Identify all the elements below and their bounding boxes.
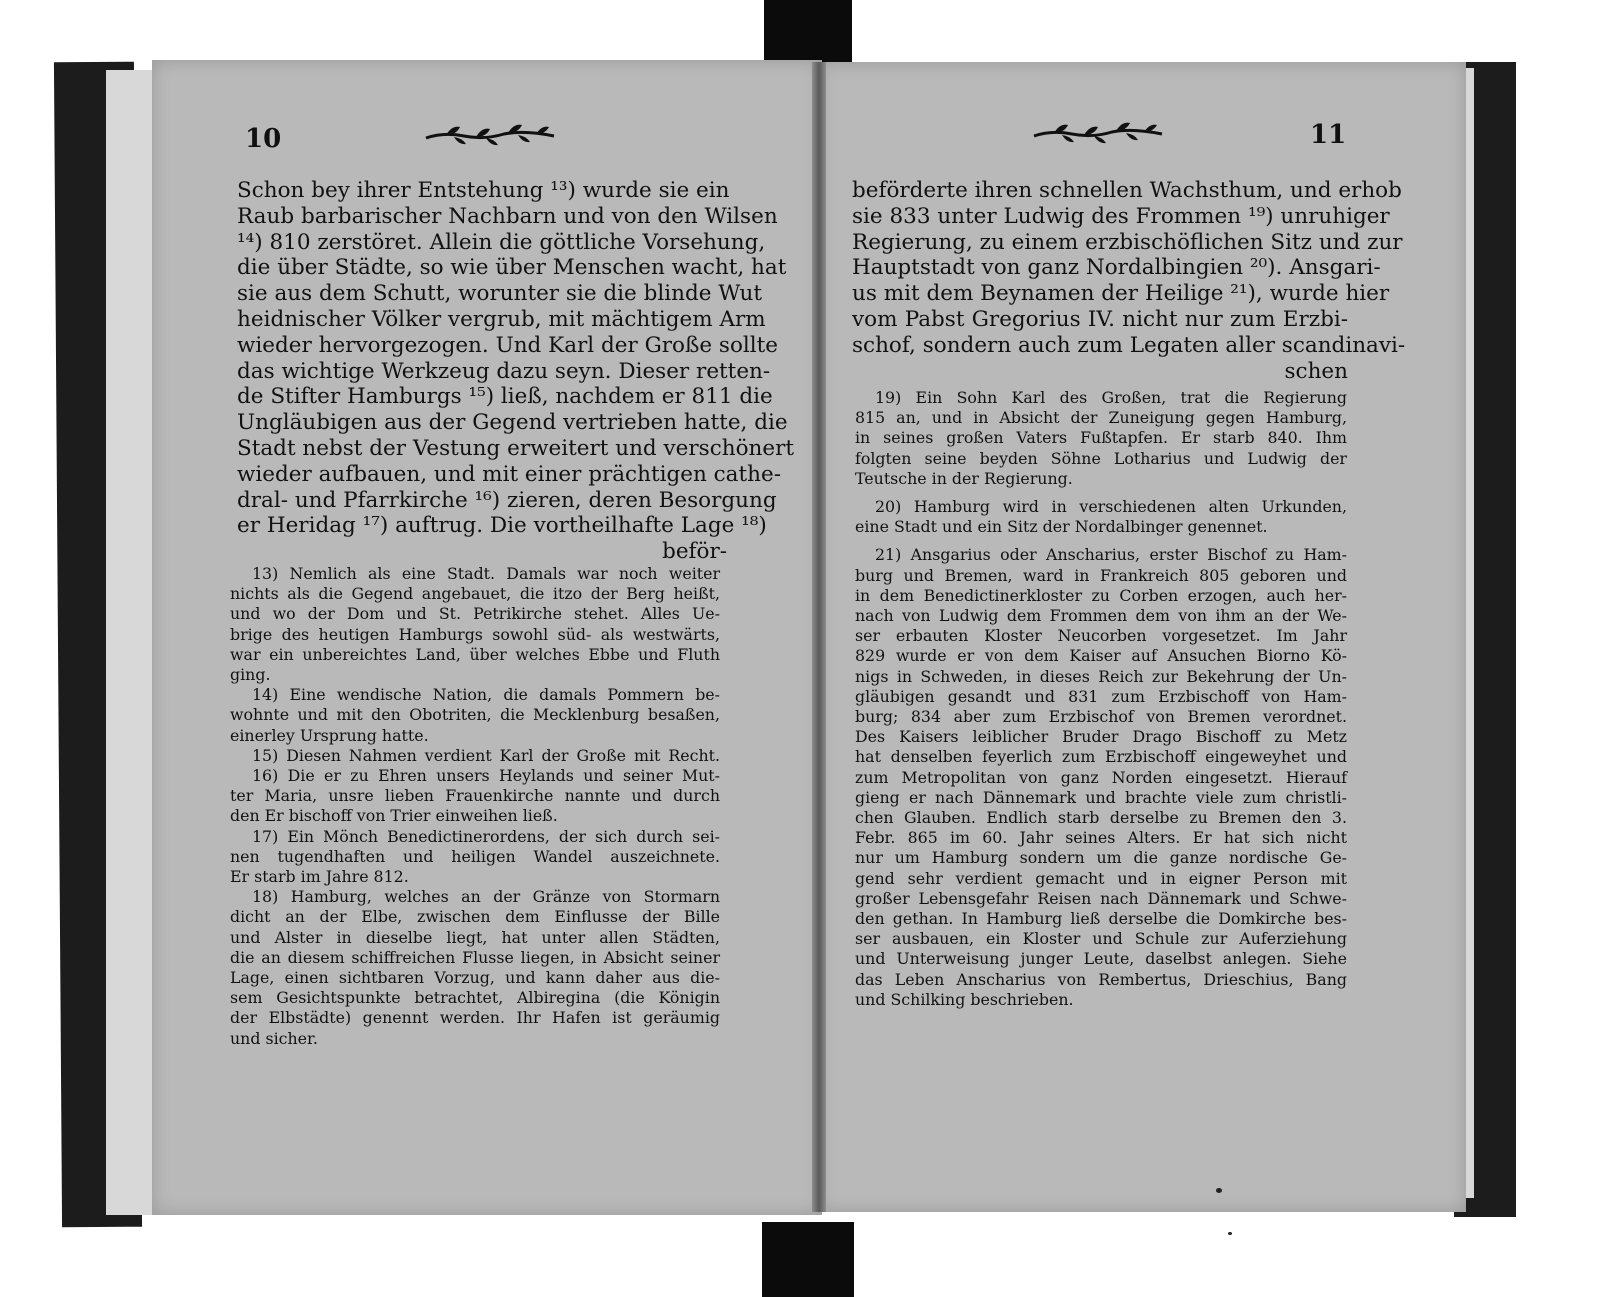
body-line: Hauptstadt von ganz Nordalbingien ²⁰). Ansgari- bbox=[852, 255, 1381, 281]
footnote-line: Er starb im Jahre 812. bbox=[230, 867, 409, 887]
footnote-line: war ein unbereichtes Land, über welches Ebbe und Fluth bbox=[230, 644, 720, 664]
footnote-line: 19) Ein Sohn Karl des Großen, trat die Regierung bbox=[875, 388, 1347, 407]
footnote-line: und wo der Dom und St. Petrikirche stehet. Alles Ue- bbox=[230, 604, 720, 624]
footnote-line: 18) Hamburg, welches an der Gränze von Stormarn bbox=[252, 887, 720, 907]
vine-ornament-icon bbox=[424, 122, 556, 148]
body-line: das wichtige Werkzeug dazu seyn. Dieser retten- bbox=[237, 358, 771, 384]
scanner-bar-bottom bbox=[762, 1222, 854, 1297]
footnote-line: dicht an der Elbe, zwischen dem Einflusse der Bille bbox=[230, 907, 720, 927]
footnote-line: einerley Ursprung hatte. bbox=[230, 725, 429, 745]
vine-ornament-icon bbox=[1032, 120, 1164, 146]
footnote-line: in dem Benedictinerkloster zu Corben erzogen, auch her- bbox=[855, 585, 1347, 605]
body-line: ¹⁴) 810 zerstöret. Allein die göttliche Vorsehung, bbox=[237, 229, 766, 255]
footnote-line: eine Stadt und ein Sitz der Nordalbinger genennet. bbox=[855, 517, 1268, 537]
footnote-line: 829 wurde er von dem Kaiser auf Ansuchen Biorno Kö- bbox=[855, 646, 1347, 666]
footnote-line: 20) Hamburg wird in verschiedenen alten Urkunden, bbox=[875, 497, 1347, 517]
catchword: schen bbox=[1284, 358, 1348, 384]
footnote-line: burg und Bremen, ward in Frankreich 805 geboren und bbox=[855, 565, 1347, 585]
body-line: Stadt nebst der Vestung erweitert und verschönert bbox=[237, 435, 795, 461]
footnote-line: ging. bbox=[230, 665, 271, 685]
footnote-line: nur um Hamburg sondern um die ganze nordische Ge- bbox=[855, 848, 1347, 868]
footnote-line: 815 an, und in Absicht der Zuneigung gegen Hamburg, bbox=[855, 408, 1347, 428]
footnote-line: 16) Die er zu Ehren unsers Heylands und seiner Mut- bbox=[252, 766, 720, 786]
footnote-line: ser ausbauen, ein Kloster und Schule zur Auferziehung bbox=[855, 929, 1347, 949]
body-line: er Heridag ¹⁷) auftrug. Die vortheilhafte Lage ¹⁸) bbox=[237, 513, 767, 539]
footnote-line: hat denselben feyerlich zum Erzbischoff eingeweyhet und bbox=[855, 747, 1347, 767]
footnote-line: Lage, einen sichtbaren Vorzug, und kann daher aus die- bbox=[230, 968, 720, 988]
body-line: de Stifter Hamburgs ¹⁵) ließ, nachdem er 811 die bbox=[237, 384, 773, 410]
footnote-line: und Unterweisung junger Leute, daselbst anlegen. Siehe bbox=[855, 949, 1347, 969]
footnote-line: folgten seine beyden Söhne Lotharius und Ludwig der bbox=[855, 448, 1347, 468]
body-line: Regierung, zu einem erzbischöflichen Sitz und zur bbox=[852, 229, 1403, 255]
footnote-line: 21) Ansgarius oder Anscharius, erster Bischof zu Ham- bbox=[875, 545, 1347, 565]
footnote-line: chen Glauben. Endlich starb derselbe zu Bremen den 3. bbox=[855, 808, 1347, 828]
right-page-body bbox=[852, 178, 1406, 384]
footnote-line: den gethan. In Hamburg ließ derselbe die Domkirche bes- bbox=[855, 909, 1347, 929]
footnote-line: burg; 834 aber zum Erzbischof von Bremen verordnet. bbox=[855, 707, 1347, 727]
catchword: beför- bbox=[662, 539, 727, 565]
footnote-line: nach von Ludwig dem Frommen dem von ihm an der We- bbox=[855, 606, 1347, 626]
body-line: Ungläubigen aus der Gegend vertrieben hatte, die bbox=[237, 410, 788, 436]
body-line: sie aus dem Schutt, worunter sie die blinde Wut bbox=[237, 281, 762, 307]
footnote-line: ser erbauten Kloster Neucorben vorgesetzet. Im Jahr bbox=[855, 626, 1347, 646]
footnote-line: zum Metropolitan von ganz Norden eingesetzt. Hierauf bbox=[855, 767, 1347, 787]
left-page-footnotes bbox=[230, 564, 720, 1049]
footnote-line: brige des heutigen Hamburgs sowohl süd- als westwärts, bbox=[230, 624, 720, 644]
body-line: wieder hervorgezogen. Und Karl der Große sollte bbox=[237, 332, 779, 358]
footnote-line: gieng er nach Dännemark und brachte viele zum christli- bbox=[855, 787, 1347, 807]
footnote-line: und Schilking beschrieben. bbox=[855, 989, 1074, 1009]
footnote-line: großer Lebensgefahr Reisen nach Dännemark und Schwe- bbox=[855, 888, 1347, 908]
footnote-line: gend sehr verdient gemacht und in eigner Person mit bbox=[855, 868, 1347, 888]
left-page-body bbox=[237, 178, 795, 565]
footnote-line: 13) Nemlich als eine Stadt. Damals war noch weiter bbox=[252, 564, 720, 583]
footnote-line: 17) Ein Mönch Benedictinerordens, der sich durch sei- bbox=[252, 826, 720, 846]
footnote-line: die an diesem schiffreichen Flusse liegen, in Absicht seiner bbox=[230, 947, 720, 967]
footnote-line: nigs in Schweden, in dieses Reich zur Bekehrung der Un- bbox=[855, 666, 1347, 686]
body-line: schof, sondern auch zum Legaten aller scandinavi- bbox=[852, 332, 1406, 358]
footnote-line: 15) Diesen Nahmen verdient Karl der Große mit Recht. bbox=[252, 745, 720, 765]
footnote-line: wohnte und mit den Obotriten, die Mecklenburg besaßen, bbox=[230, 705, 720, 725]
paper-speck bbox=[1228, 1232, 1232, 1235]
body-line: wieder aufbauen, und mit einer prächtigen cathe- bbox=[237, 461, 781, 487]
footnote-line: in seines großen Vaters Fußtapfen. Er starb 840. Ihm bbox=[855, 428, 1347, 448]
footnote-line: ter Maria, unsre lieben Frauenkirche nannte und durch bbox=[230, 786, 720, 806]
body-line: die über Städte, so wie über Menschen wacht, hat bbox=[237, 255, 787, 281]
footnote-line: Teutsche in der Regierung. bbox=[855, 468, 1073, 488]
right-page-footnotes bbox=[855, 388, 1347, 1010]
paper-speck bbox=[1216, 1188, 1222, 1193]
body-line: Schon bey ihrer Entstehung ¹³) wurde sie ein bbox=[237, 178, 730, 203]
footnote-line: gläubigen gesandt und 831 zum Erzbischoff von Ham- bbox=[855, 686, 1347, 706]
body-line: sie 833 unter Ludwig des Frommen ¹⁹) unruhiger bbox=[852, 203, 1390, 229]
body-line: us mit dem Beynamen der Heilige ²¹), wurde hier bbox=[852, 281, 1390, 307]
body-line: Raub barbarischer Nachbarn und von den Wilsen bbox=[237, 203, 778, 229]
book-gutter bbox=[812, 62, 826, 1212]
body-line: heidnischer Völker vergrub, mit mächtigem Arm bbox=[237, 306, 766, 332]
left-page-number: 10 bbox=[245, 124, 282, 154]
footnote-line: den Er bischoff von Trier einweihen ließ. bbox=[230, 806, 558, 826]
footnote-line: das Leben Anscharius von Rembertus, Drieschius, Bang bbox=[855, 969, 1347, 989]
footnote-line: 14) Eine wendische Nation, die damals Pommern be- bbox=[252, 685, 720, 705]
footnote-line: und Alster in dieselbe liegt, hat unter allen Städten, bbox=[230, 927, 720, 947]
footnote-line: sem Gesichtspunkte betrachtet, Albiregina (die Königin bbox=[230, 988, 720, 1008]
footnote-line: nichts als die Gegend angebauet, die itzo der Berg heißt, bbox=[230, 584, 720, 604]
footnote-line: Febr. 865 im 60. Jahr seines Alters. Er hat sich nicht bbox=[855, 828, 1347, 848]
footnote-line: nen tugendhaften und heiligen Wandel auszeichnete. bbox=[230, 846, 720, 866]
body-line: vom Pabst Gregorius IV. nicht nur zum Erzbi- bbox=[852, 306, 1348, 332]
body-line: beförderte ihren schnellen Wachsthum, und erhob bbox=[852, 178, 1402, 203]
right-page-number: 11 bbox=[1310, 120, 1347, 150]
footnote-line: der Elbstädte) genennt werden. Ihr Hafen ist geräumig bbox=[230, 1008, 720, 1028]
body-line: dral- und Pfarrkirche ¹⁶) zieren, deren Besorgung bbox=[237, 487, 777, 513]
footnote-line: Des Kaisers leiblicher Bruder Drago Bischoff zu Metz bbox=[855, 727, 1347, 747]
footnote-line: und sicher. bbox=[230, 1028, 318, 1048]
